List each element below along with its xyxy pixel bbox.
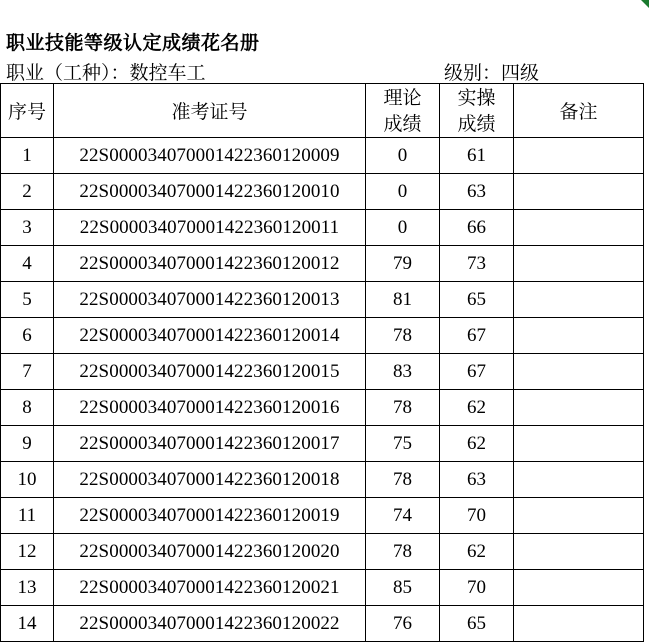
cell-exam-no[interactable]: 22S000034070001422360120010 bbox=[54, 174, 366, 210]
cell-remarks[interactable] bbox=[514, 174, 644, 210]
cell-theory-score[interactable]: 79 bbox=[366, 246, 440, 282]
header-theory-line2: 成绩 bbox=[383, 112, 422, 135]
cell-theory-score[interactable]: 81 bbox=[366, 282, 440, 318]
cell-seq[interactable]: 3 bbox=[1, 210, 54, 246]
header-theory-line1: 理论 bbox=[383, 86, 422, 109]
table-row bbox=[1, 138, 644, 174]
cell-seq[interactable]: 4 bbox=[1, 246, 54, 282]
cell-seq[interactable]: 9 bbox=[1, 426, 54, 462]
header-practical-line1: 实操 bbox=[457, 86, 496, 109]
cell-theory-score[interactable]: 78 bbox=[366, 462, 440, 498]
table-row bbox=[1, 174, 644, 210]
cell-seq[interactable]: 14 bbox=[1, 606, 54, 642]
cell-seq[interactable]: 6 bbox=[1, 318, 54, 354]
cell-remarks[interactable] bbox=[514, 426, 644, 462]
cell-seq[interactable]: 7 bbox=[1, 354, 54, 390]
table-row bbox=[1, 462, 644, 498]
header-practical-line2: 成绩 bbox=[457, 112, 496, 135]
cell-practical-score[interactable]: 62 bbox=[440, 426, 514, 462]
cell-exam-no[interactable]: 22S000034070001422360120011 bbox=[54, 210, 366, 246]
cell-seq[interactable]: 8 bbox=[1, 390, 54, 426]
document-title: 职业技能等级认定成绩花名册 bbox=[6, 32, 260, 54]
cell-theory-score[interactable]: 75 bbox=[366, 426, 440, 462]
table-row bbox=[1, 498, 644, 534]
table-row bbox=[1, 534, 644, 570]
table-row bbox=[1, 282, 644, 318]
cell-seq[interactable]: 2 bbox=[1, 174, 54, 210]
cell-theory-score[interactable]: 85 bbox=[366, 570, 440, 606]
cell-theory-score[interactable]: 0 bbox=[366, 138, 440, 174]
cell-remarks[interactable] bbox=[514, 534, 644, 570]
table-row bbox=[1, 390, 644, 426]
cell-practical-score[interactable]: 65 bbox=[440, 606, 514, 642]
cell-remarks[interactable] bbox=[514, 390, 644, 426]
occupation-label: 职业（工种）：数控车工 bbox=[6, 62, 206, 84]
cell-theory-score[interactable]: 83 bbox=[366, 354, 440, 390]
cell-theory-score[interactable]: 78 bbox=[366, 318, 440, 354]
cell-practical-score[interactable]: 66 bbox=[440, 210, 514, 246]
cell-exam-no[interactable]: 22S000034070001422360120022 bbox=[54, 606, 366, 642]
cell-exam-no[interactable]: 22S000034070001422360120020 bbox=[54, 534, 366, 570]
cell-seq[interactable]: 12 bbox=[1, 534, 54, 570]
cell-exam-no[interactable]: 22S000034070001422360120012 bbox=[54, 246, 366, 282]
cell-remarks[interactable] bbox=[514, 318, 644, 354]
cell-exam-no[interactable]: 22S000034070001422360120021 bbox=[54, 570, 366, 606]
cell-practical-score[interactable]: 61 bbox=[440, 138, 514, 174]
cell-practical-score[interactable]: 73 bbox=[440, 246, 514, 282]
cell-exam-no[interactable]: 22S000034070001422360120018 bbox=[54, 462, 366, 498]
cell-practical-score[interactable]: 63 bbox=[440, 462, 514, 498]
cell-remarks[interactable] bbox=[514, 282, 644, 318]
table-row bbox=[1, 426, 644, 462]
cell-exam-no[interactable]: 22S000034070001422360120014 bbox=[54, 318, 366, 354]
table-row bbox=[1, 210, 644, 246]
cell-practical-score[interactable]: 70 bbox=[440, 570, 514, 606]
cell-practical-score[interactable]: 67 bbox=[440, 318, 514, 354]
cell-seq[interactable]: 11 bbox=[1, 498, 54, 534]
cell-remarks[interactable] bbox=[514, 210, 644, 246]
cell-practical-score[interactable]: 62 bbox=[440, 390, 514, 426]
cell-exam-no[interactable]: 22S000034070001422360120015 bbox=[54, 354, 366, 390]
header-exam-no[interactable]: 准考证号 bbox=[54, 84, 366, 138]
cell-remarks[interactable] bbox=[514, 462, 644, 498]
cell-practical-score[interactable]: 70 bbox=[440, 498, 514, 534]
cell-exam-no[interactable]: 22S000034070001422360120019 bbox=[54, 498, 366, 534]
cell-exam-no[interactable]: 22S000034070001422360120017 bbox=[54, 426, 366, 462]
table-row bbox=[1, 570, 644, 606]
cell-theory-score[interactable]: 0 bbox=[366, 210, 440, 246]
score-roster-table bbox=[0, 83, 644, 642]
cell-theory-score[interactable]: 78 bbox=[366, 390, 440, 426]
level-label: 级别：四级 bbox=[444, 62, 540, 84]
cell-seq[interactable]: 5 bbox=[1, 282, 54, 318]
cell-remarks[interactable] bbox=[514, 138, 644, 174]
cell-practical-score[interactable]: 63 bbox=[440, 174, 514, 210]
cell-remarks[interactable] bbox=[514, 570, 644, 606]
cell-theory-score[interactable]: 76 bbox=[366, 606, 440, 642]
cell-practical-score[interactable]: 62 bbox=[440, 534, 514, 570]
cell-seq[interactable]: 13 bbox=[1, 570, 54, 606]
header-seq[interactable]: 序号 bbox=[1, 84, 54, 138]
table-header-row bbox=[1, 84, 644, 138]
header-theory-score[interactable] bbox=[366, 84, 440, 138]
cell-seq[interactable]: 1 bbox=[1, 138, 54, 174]
table-row bbox=[1, 318, 644, 354]
cell-exam-no[interactable]: 22S000034070001422360120009 bbox=[54, 138, 366, 174]
cell-seq[interactable]: 10 bbox=[1, 462, 54, 498]
header-practical-score[interactable] bbox=[440, 84, 514, 138]
cell-theory-score[interactable]: 78 bbox=[366, 534, 440, 570]
table-row bbox=[1, 354, 644, 390]
header-remarks[interactable]: 备注 bbox=[514, 84, 644, 138]
cell-exam-no[interactable]: 22S000034070001422360120016 bbox=[54, 390, 366, 426]
comment-indicator-icon bbox=[641, 0, 649, 8]
cell-practical-score[interactable]: 65 bbox=[440, 282, 514, 318]
cell-remarks[interactable] bbox=[514, 246, 644, 282]
cell-remarks[interactable] bbox=[514, 606, 644, 642]
table-row bbox=[1, 246, 644, 282]
cell-remarks[interactable] bbox=[514, 498, 644, 534]
cell-practical-score[interactable]: 67 bbox=[440, 354, 514, 390]
cell-theory-score[interactable]: 0 bbox=[366, 174, 440, 210]
cell-remarks[interactable] bbox=[514, 354, 644, 390]
table-row bbox=[1, 606, 644, 642]
cell-exam-no[interactable]: 22S000034070001422360120013 bbox=[54, 282, 366, 318]
cell-theory-score[interactable]: 74 bbox=[366, 498, 440, 534]
